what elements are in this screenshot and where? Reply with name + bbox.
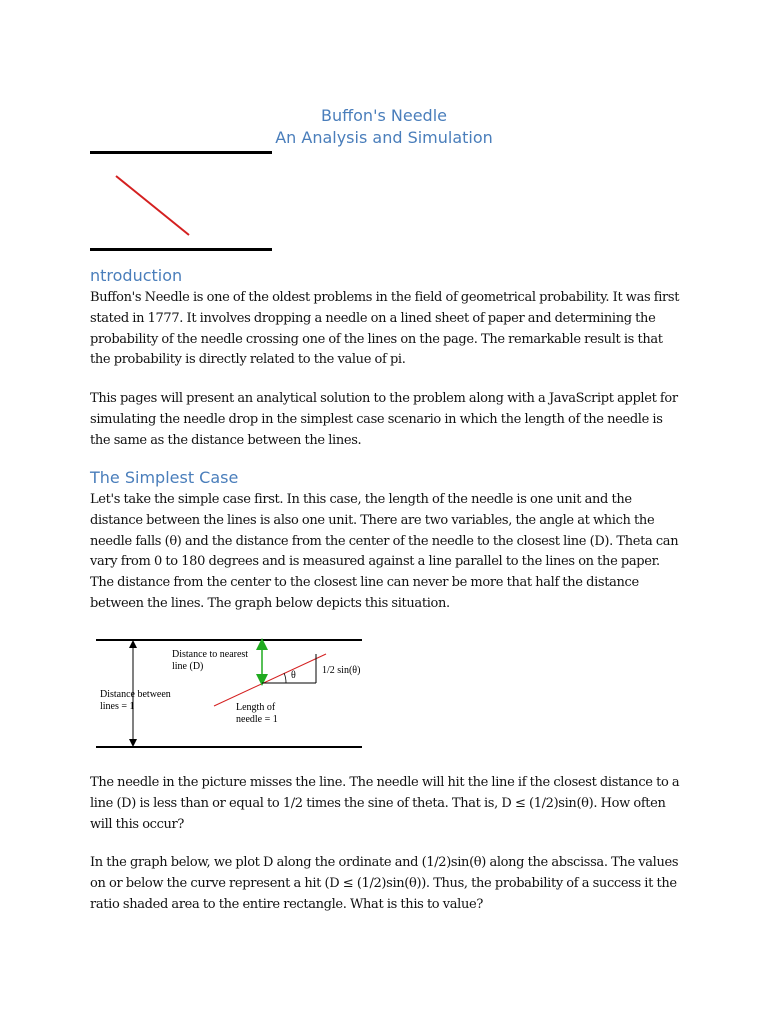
intro-paragraph-2: This pages will present an analytical solution to the problem along with a JavaScript applet for simulating the needle drop in the simplest case scenario in which the length of the needle is the same as the distance between the lines. — [90, 391, 678, 448]
section-heading-introduction: ntroduction — [90, 266, 183, 285]
label-distance-nearest-2: line (D) — [172, 661, 204, 672]
theta-arc — [284, 673, 286, 683]
label-distance-between-1: Distance between — [100, 689, 171, 700]
needle-diagram — [96, 630, 372, 754]
intro-paragraph-1: Buffon's Needle is one of the oldest problems in the field of geometrical probability. It was first stated in 1777. It involves dropping a needle on a lined sheet of paper and determining the probability of the needle crossing one of the lines on the page. The remarkable result is that the probability is directly related to the value of pi. — [90, 290, 680, 368]
simplest-paragraph-1: Let's take the simple case first. In this case, the length of the needle is one unit and the distance between the lines is also one unit. There are two variables, the angle at which the needle falls (θ) and the distance from the center of the needle to the closest line (D). Theta can vary from 0 to 180 degrees and is measured against a line parallel to the lines on the paper. The distance from the center to the closest line can never be more that half the distance between the lines. The graph below depicts this situation. — [90, 492, 679, 611]
needle-illustration-icon — [90, 154, 272, 248]
simplest-paragraph-2: The needle in the picture misses the line. The needle will hit the line if the closest distance to a line (D) is less than or equal to 1/2 times the sine of theta. That is, D ≤ (1/2)sin(θ). How often will this occur? — [90, 775, 680, 832]
page-title: Buffon's Needle — [321, 106, 447, 125]
label-distance-nearest-1: Distance to nearest — [172, 649, 249, 660]
label-length-1: Length of — [236, 702, 276, 713]
label-theta: θ — [291, 670, 296, 681]
red-needle-line — [116, 176, 189, 235]
needle-line — [214, 654, 326, 706]
simplest-paragraph-3: In the graph below, we plot D along the ordinate and (1/2)sin(θ) along the abscissa. The values on or below the curve represent a hit (D ≤ (1/2)sin(θ)). Thus, the probability of a success it the ratio shaded area to the entire rectangle. What is this to value? — [90, 855, 679, 912]
section-heading-simplest-case: The Simplest Case — [90, 468, 239, 487]
label-half-sin: 1/2 sin(θ) — [322, 665, 361, 676]
label-length-2: needle = 1 — [236, 714, 278, 725]
label-distance-between-2: lines = 1 — [100, 701, 135, 712]
page-subtitle: An Analysis and Simulation — [275, 128, 493, 147]
bottom-rule — [90, 248, 272, 251]
